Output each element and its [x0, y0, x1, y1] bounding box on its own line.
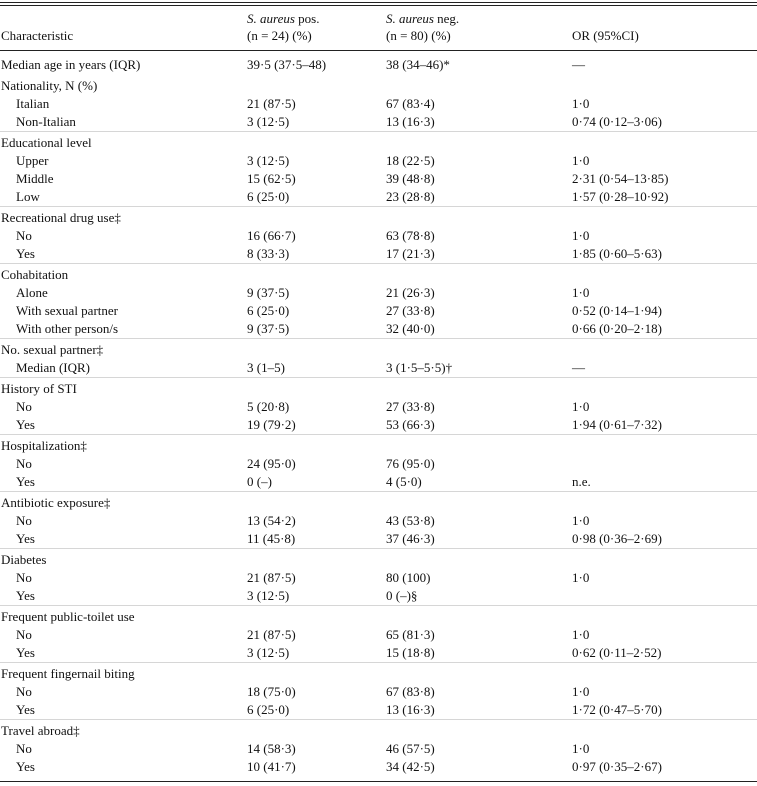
row-label: Non-Italian — [16, 114, 76, 129]
section-label: Recreational drug use‡ — [1, 210, 121, 225]
section-label: Median age in years (IQR) — [1, 57, 141, 72]
table-row — [0, 284, 757, 302]
neg-value: 23 (28·8) — [386, 189, 435, 204]
table-row — [0, 416, 757, 434]
neg-value: 15 (18·8) — [386, 645, 435, 660]
neg-value: 21 (26·3) — [386, 285, 435, 300]
or-value: 1·94 (0·61–7·32) — [572, 417, 662, 432]
section-header-row — [0, 77, 757, 95]
pos-value: 21 (87·5) — [247, 627, 296, 642]
pos-value: 5 (20·8) — [247, 399, 290, 414]
section-header-row — [0, 380, 757, 398]
table-row — [0, 701, 757, 719]
row-label: Alone — [16, 285, 48, 300]
row-label: Yes — [16, 417, 35, 432]
neg-value: 80 (100) — [386, 570, 431, 585]
row-label: No — [16, 741, 32, 756]
pos-value: 21 (87·5) — [247, 570, 296, 585]
table-row — [0, 359, 757, 377]
section-header-row — [0, 266, 757, 284]
table-row — [0, 758, 757, 776]
section-label: History of STI — [1, 381, 77, 396]
or-value: 0·62 (0·11–2·52) — [572, 645, 662, 660]
table-row — [0, 152, 757, 170]
section-separator — [0, 434, 757, 435]
neg-value: 39 (48·8) — [386, 171, 435, 186]
pos-value: 11 (45·8) — [247, 531, 296, 546]
pos-value: 9 (37·5) — [247, 285, 290, 300]
neg-value: 3 (1·5–5·5)† — [386, 360, 453, 375]
neg-value: 27 (33·8) — [386, 399, 435, 414]
section-separator — [0, 338, 757, 339]
section-header-row — [0, 341, 757, 359]
neg-value: 65 (81·3) — [386, 627, 435, 642]
section-label: Nationality, N (%) — [1, 78, 98, 93]
neg-value: 34 (42·5) — [386, 759, 435, 774]
row-label: With other person/s — [16, 321, 119, 336]
or-value: 1·72 (0·47–5·70) — [572, 702, 662, 717]
pos-value: 21 (87·5) — [247, 96, 296, 111]
row-label: No — [16, 684, 32, 699]
pos-value: 6 (25·0) — [247, 189, 290, 204]
or-value: 0·97 (0·35–2·67) — [572, 759, 662, 774]
section-header-row — [0, 494, 757, 512]
pos-value: 3 (12·5) — [247, 645, 290, 660]
section-label: Cohabitation — [1, 267, 69, 282]
neg-value: 13 (16·3) — [386, 114, 435, 129]
bottom-rule — [0, 781, 757, 782]
neg-value: 67 (83·4) — [386, 96, 435, 111]
or-value: 0·52 (0·14–1·94) — [572, 303, 662, 318]
or-value: 0·74 (0·12–3·06) — [572, 114, 662, 129]
pos-value: 6 (25·0) — [247, 303, 290, 318]
or-value: 1·0 — [572, 96, 590, 111]
neg-value: 37 (46·3) — [386, 531, 435, 546]
pos-value: 0 (–) — [247, 474, 272, 489]
neg-value: 67 (83·8) — [386, 684, 435, 699]
row-label: No — [16, 570, 32, 585]
or-value: 2·31 (0·54–13·85) — [572, 171, 669, 186]
neg-value: 46 (57·5) — [386, 741, 435, 756]
header-rule — [0, 50, 757, 51]
or-value: 1·0 — [572, 153, 590, 168]
row-label: Italian — [16, 96, 50, 111]
section-separator — [0, 206, 757, 207]
table-row — [0, 530, 757, 548]
pos-value: 14 (58·3) — [247, 741, 296, 756]
table-row — [0, 398, 757, 416]
row-label: No — [16, 513, 32, 528]
pos-value: 3 (12·5) — [247, 114, 290, 129]
or-value: 1·0 — [572, 399, 590, 414]
neg-value: 63 (78·8) — [386, 228, 435, 243]
row-label: Yes — [16, 474, 35, 489]
neg-value: 27 (33·8) — [386, 303, 435, 318]
section-label: Educational level — [1, 135, 92, 150]
row-label: With sexual partner — [16, 303, 118, 318]
section-label: Frequent fingernail biting — [1, 666, 135, 681]
table-row — [0, 740, 757, 758]
section-header-row — [0, 209, 757, 227]
pos-value: 19 (79·2) — [247, 417, 296, 432]
pos-value: 3 (12·5) — [247, 588, 290, 603]
table-row — [0, 569, 757, 587]
pos-value: 16 (66·7) — [247, 228, 296, 243]
or-value: 1·0 — [572, 684, 590, 699]
or-value: 1·0 — [572, 741, 590, 756]
pos-value: 24 (95·0) — [247, 456, 296, 471]
or-value: — — [572, 360, 585, 375]
section-separator — [0, 548, 757, 549]
header-neg-line1: S. aureus neg. — [386, 11, 460, 26]
pos-value: 8 (33·3) — [247, 246, 290, 261]
neg-value: 4 (5·0) — [386, 474, 422, 489]
or-value: — — [572, 57, 585, 72]
table-row — [0, 512, 757, 530]
row-label: No — [16, 399, 32, 414]
section-header-row — [0, 437, 757, 455]
pos-value: 3 (1–5) — [247, 360, 285, 375]
header-pos-line1: S. aureus pos. — [247, 11, 320, 26]
or-value: 1·0 — [572, 570, 590, 585]
row-label: Yes — [16, 645, 35, 660]
table-row — [0, 626, 757, 644]
header-pos-line2: (n = 24) (%) — [247, 28, 312, 43]
table-row — [0, 113, 757, 131]
section-header-row — [0, 134, 757, 152]
pos-value: 9 (37·5) — [247, 321, 290, 336]
neg-value: 76 (95·0) — [386, 456, 435, 471]
section-header-row — [0, 608, 757, 626]
row-label: No — [16, 456, 32, 471]
neg-value: 17 (21·3) — [386, 246, 435, 261]
section-separator — [0, 719, 757, 720]
neg-value: 53 (66·3) — [386, 417, 435, 432]
section-header-row — [0, 56, 757, 74]
row-label: Yes — [16, 702, 35, 717]
pos-value: 6 (25·0) — [247, 702, 290, 717]
or-value: 1·0 — [572, 513, 590, 528]
or-value: 1·85 (0·60–5·63) — [572, 246, 662, 261]
or-value: 1·57 (0·28–10·92) — [572, 189, 669, 204]
neg-value: 0 (–)§ — [386, 588, 418, 603]
or-value: 1·0 — [572, 285, 590, 300]
row-label: No — [16, 627, 32, 642]
neg-value: 38 (34–46)* — [386, 57, 450, 72]
header-or: OR (95%CI) — [572, 28, 639, 43]
top-rule — [0, 2, 757, 3]
neg-value: 32 (40·0) — [386, 321, 435, 336]
table-row — [0, 644, 757, 662]
table-row — [0, 245, 757, 263]
pos-value: 15 (62·5) — [247, 171, 296, 186]
table-row — [0, 227, 757, 245]
neg-value: 13 (16·3) — [386, 702, 435, 717]
pos-value: 18 (75·0) — [247, 684, 296, 699]
row-label: No — [16, 228, 32, 243]
neg-value: 18 (22·5) — [386, 153, 435, 168]
table-row — [0, 170, 757, 188]
section-separator — [0, 131, 757, 132]
or-value: 0·66 (0·20–2·18) — [572, 321, 662, 336]
row-label: Yes — [16, 759, 35, 774]
section-label: Frequent public-toilet use — [1, 609, 135, 624]
or-value: 1·0 — [572, 627, 590, 642]
section-separator — [0, 377, 757, 378]
section-header-row — [0, 551, 757, 569]
row-label: Yes — [16, 588, 35, 603]
table-row — [0, 683, 757, 701]
pos-value: 10 (41·7) — [247, 759, 296, 774]
header-characteristic: Characteristic — [1, 28, 74, 43]
section-separator — [0, 263, 757, 264]
pos-value: 3 (12·5) — [247, 153, 290, 168]
or-value: 0·98 (0·36–2·69) — [572, 531, 662, 546]
row-label: Yes — [16, 246, 35, 261]
row-label: Upper — [16, 153, 49, 168]
table-row — [0, 587, 757, 605]
table-row — [0, 473, 757, 491]
or-value: 1·0 — [572, 228, 590, 243]
top-rule-inner — [0, 5, 757, 6]
section-label: Hospitalization‡ — [1, 438, 87, 453]
table-row — [0, 95, 757, 113]
neg-value: 43 (53·8) — [386, 513, 435, 528]
section-label: No. sexual partner‡ — [1, 342, 104, 357]
row-label: Yes — [16, 531, 35, 546]
row-label: Middle — [16, 171, 54, 186]
table-row — [0, 320, 757, 338]
section-header-row — [0, 665, 757, 683]
section-label: Diabetes — [1, 552, 47, 567]
section-separator — [0, 491, 757, 492]
section-label: Antibiotic exposure‡ — [1, 495, 111, 510]
section-separator — [0, 605, 757, 606]
table-row — [0, 455, 757, 473]
row-label: Median (IQR) — [16, 360, 91, 375]
header-neg-line2: (n = 80) (%) — [386, 28, 451, 43]
pos-value: 39·5 (37·5–48) — [247, 57, 327, 72]
table-row — [0, 302, 757, 320]
section-header-row — [0, 722, 757, 740]
table-row — [0, 188, 757, 206]
row-label: Low — [16, 189, 40, 204]
section-label: Travel abroad‡ — [1, 723, 80, 738]
section-separator — [0, 662, 757, 663]
pos-value: 13 (54·2) — [247, 513, 296, 528]
or-value: n.e. — [572, 474, 591, 489]
